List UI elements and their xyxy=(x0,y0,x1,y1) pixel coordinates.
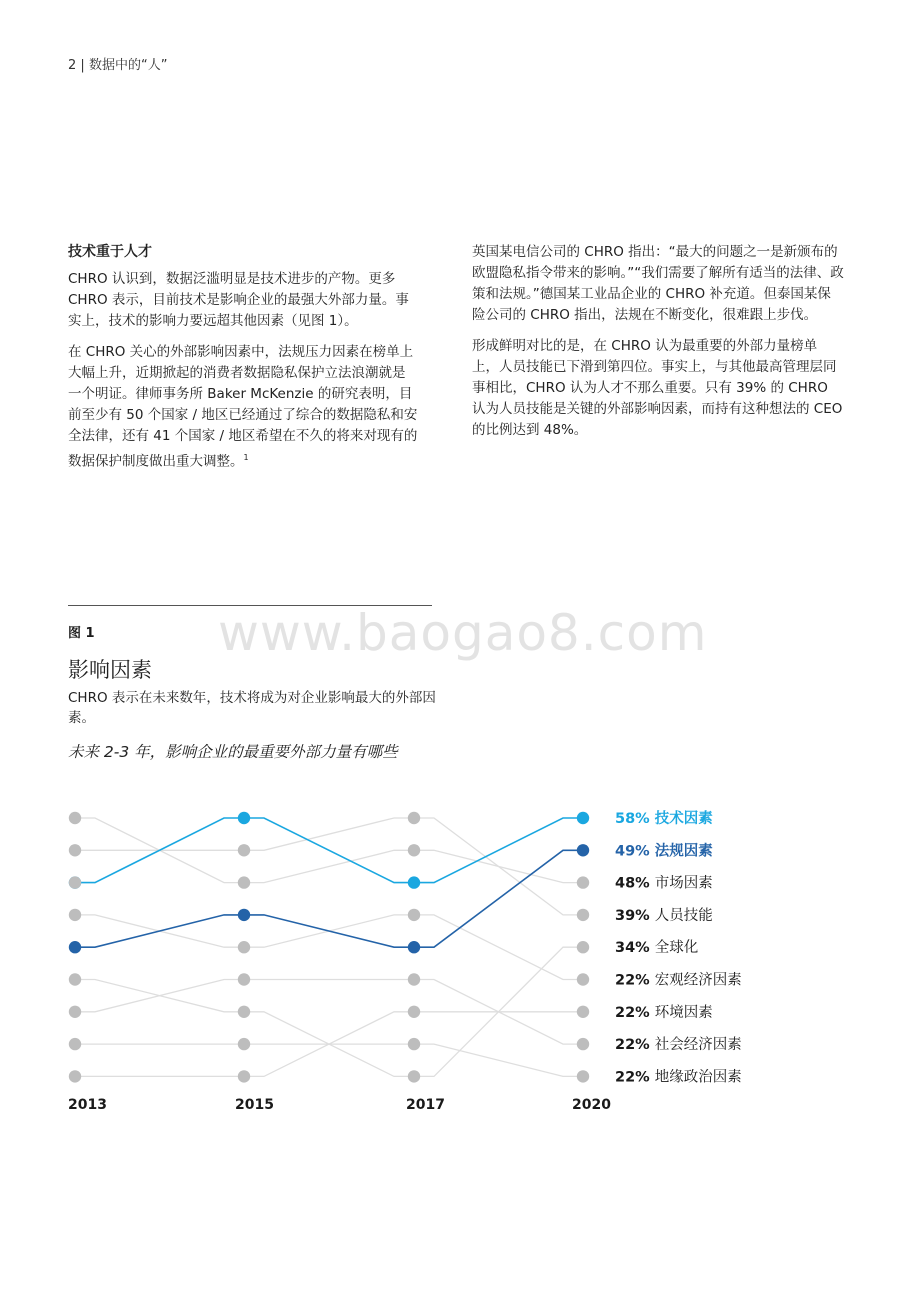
paragraph-3: 英国某电信公司的 CHRO 指出：“最大的问题之一是新颁布的欧盟隐私指令带来的影响。”“我们需要了解所有适当的法律、政策和法规。”德国某工业品企业的 CHRO 补充道。但泰国某保险公司的 CHRO 指出，法规在不断变化，很难跟上步伐。 xyxy=(472,244,844,323)
rank-point xyxy=(577,1038,589,1050)
rank-point xyxy=(69,1038,81,1050)
section-title: 技术重于人才 xyxy=(68,244,152,260)
factor-label xyxy=(615,1004,713,1021)
paragraph-1: CHRO 认识到，数据泛滥明显是技术进步的产物。更多 CHRO 表示，目前技术是影响企业的最强大外部力量。事实上，技术的影响力要远超其他因素（见图 1）。 xyxy=(68,271,409,329)
factor-value: 49% xyxy=(615,843,655,860)
rank-point xyxy=(238,1006,250,1018)
factor-name: 法规因素 xyxy=(654,843,713,860)
factor-label xyxy=(615,939,698,956)
factor-name: 社会经济因素 xyxy=(654,1037,742,1054)
factor-label xyxy=(615,1036,742,1053)
factor-value: 58% xyxy=(615,811,655,827)
factor-label xyxy=(615,972,742,989)
rank-point xyxy=(238,1070,250,1082)
factor-value: 34% xyxy=(615,940,655,957)
year-label: 2013 xyxy=(68,1097,107,1113)
factor-name: 宏观经济因素 xyxy=(654,972,742,989)
factor-name: 环境因素 xyxy=(654,1004,713,1021)
rank-point xyxy=(69,1006,81,1018)
rank-point xyxy=(577,941,589,953)
rank-point xyxy=(577,1006,589,1018)
rank-point xyxy=(408,909,420,921)
bump-chart xyxy=(0,790,920,1130)
rank-point xyxy=(408,812,420,824)
factor-value: 39% xyxy=(615,907,655,924)
rank-point xyxy=(577,812,589,824)
rank-point xyxy=(69,941,81,953)
rank-point xyxy=(69,844,81,856)
rank-point xyxy=(408,844,420,856)
rank-point xyxy=(238,876,250,888)
rank-point xyxy=(238,844,250,856)
page-number: 2 xyxy=(68,58,77,73)
left-column xyxy=(68,242,418,483)
figure-title: 影响因素 xyxy=(68,658,152,682)
figure-label: 图 1 xyxy=(68,626,95,641)
factor-value: 22% xyxy=(615,1069,655,1086)
header-title: 数据中的“人” xyxy=(88,58,168,73)
rank-point xyxy=(577,973,589,985)
factor-name: 地缘政治因素 xyxy=(654,1069,742,1086)
rank-point xyxy=(408,973,420,985)
rank-point xyxy=(408,941,420,953)
factor-label xyxy=(615,841,713,859)
factor-name: 人员技能 xyxy=(654,907,713,924)
factor-value: 22% xyxy=(615,1037,655,1054)
rank-point xyxy=(238,909,250,921)
rank-point xyxy=(408,876,420,888)
watermark: www.baogao8.com xyxy=(218,604,708,662)
factor-value: 48% xyxy=(615,875,655,892)
rank-point xyxy=(408,1070,420,1082)
right-column xyxy=(472,242,844,451)
rank-point xyxy=(577,1070,589,1082)
rank-point xyxy=(238,1038,250,1050)
year-label: 2015 xyxy=(235,1097,274,1113)
factor-label xyxy=(615,907,713,924)
factor-value: 22% xyxy=(615,972,655,989)
rank-point xyxy=(408,1038,420,1050)
year-label: 2020 xyxy=(572,1097,611,1113)
factor-label xyxy=(615,809,713,827)
paragraph-2-wrap xyxy=(68,342,418,473)
figure-description: CHRO 表示在未来数年，技术将成为对企业影响最大的外部因素。 xyxy=(68,690,436,726)
paragraph-4: 形成鲜明对比的是，在 CHRO 认为最重要的外部力量榜单上，人员技能已下滑到第四位。事实上，与其他最高管理层同事相比，CHRO 认为人才不那么重要。只有 39% 的 CHRO 认为人员技能是关键的外部影响因素，而持有这种想法的 CEO 的比例达到 48%。 xyxy=(472,338,843,438)
factor-label xyxy=(615,875,713,892)
page-header xyxy=(68,54,167,73)
series-line xyxy=(75,915,583,980)
rank-point xyxy=(238,941,250,953)
rank-point xyxy=(69,876,81,888)
rank-point xyxy=(238,973,250,985)
rank-point xyxy=(69,812,81,824)
rank-point xyxy=(238,812,250,824)
series-line xyxy=(75,850,583,947)
factor-label xyxy=(615,1068,742,1085)
footnote-marker: 1 xyxy=(243,453,249,462)
factor-value: 22% xyxy=(615,1004,655,1021)
factor-name: 技术因素 xyxy=(654,811,713,827)
header-separator: | xyxy=(80,58,85,73)
factor-name: 全球化 xyxy=(654,940,699,957)
rank-point xyxy=(577,844,589,856)
series-line xyxy=(75,1044,583,1076)
rank-point xyxy=(69,909,81,921)
rank-point xyxy=(577,876,589,888)
rank-point xyxy=(577,909,589,921)
rank-point xyxy=(408,1006,420,1018)
factor-name: 市场因素 xyxy=(654,875,713,892)
paragraph-2: 在 CHRO 关心的外部影响因素中，法规压力因素在榜单上大幅上升，近期掀起的消费者数据隐私保护立法浪潮就是一个明证。律师事务所 Baker McKenzie 的研究表明，目前至少有 50 个国家 / 地区已经通过了综合的数据隐私和安全法律，还有 41 个国家 / 地区希望在不久的将来对现有的数据保护制度做出重大调整。 xyxy=(68,344,418,470)
rank-point xyxy=(69,1070,81,1082)
rank-point xyxy=(69,973,81,985)
figure-question: 未来 2-3 年，影响企业的最重要外部力量有哪些 xyxy=(68,743,398,761)
year-label: 2017 xyxy=(406,1097,445,1113)
